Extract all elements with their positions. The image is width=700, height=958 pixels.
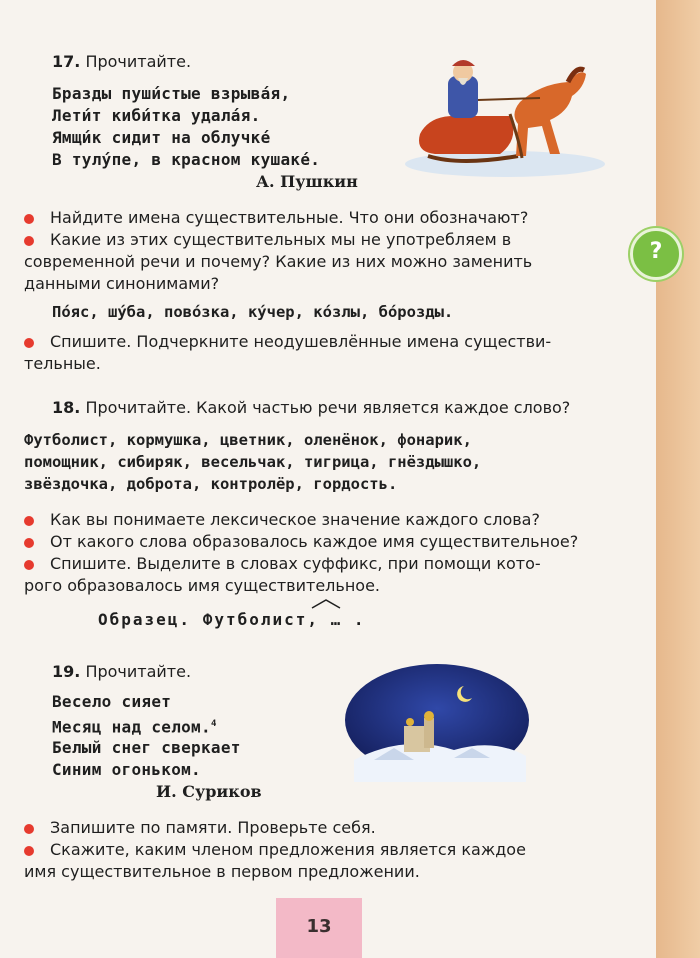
poem-line: Белый снег сверкает: [52, 738, 241, 757]
question-help-icon[interactable]: [630, 228, 682, 280]
task-bullet: [24, 338, 34, 348]
task-text: Какие из этих существительных мы не употребляем в: [50, 230, 512, 249]
poem-line: Лети́т киби́тка удала́я.: [52, 106, 261, 125]
task-bullet: [24, 538, 34, 548]
poem-line: [52, 714, 217, 737]
task-text: От какого слова образовалось каждое имя существительное?: [50, 532, 579, 551]
exercise-number: 17.: [52, 52, 81, 71]
page-edge-tab: [656, 0, 700, 958]
task-bullet: [24, 516, 34, 526]
footnote-mark: 4: [210, 719, 217, 729]
task-text: современной речи и почему? Какие из них можно заменить: [24, 252, 533, 271]
task-text: данными синонимами?: [24, 274, 220, 293]
exercise-instruction: Прочитайте. Какой частью речи является каждое слово?: [85, 398, 571, 417]
poem-author: И. Суриков: [156, 782, 262, 801]
task-bullet: [24, 560, 34, 570]
poem-line: В тулу́пе, в красном кушаке́.: [52, 150, 321, 169]
question-mark: ?: [649, 239, 663, 264]
task-text: Спишите. Подчеркните неодушевлённые имена существи-: [50, 332, 552, 351]
task-text: Как вы понимаете лексическое значение каждого слова?: [50, 510, 540, 529]
word-list-line: помощник, сибиряк, весельчак, тигрица, гнёздышко,: [24, 453, 482, 471]
exercise-17-heading: [52, 52, 191, 72]
exercise-19-heading: [52, 662, 191, 682]
task-text: Найдите имена существительные. Что они обозначают?: [50, 208, 529, 227]
exercise-number: 19.: [52, 662, 81, 681]
task-text: рого образовалось имя существительное.: [24, 576, 381, 595]
word-list-line: Футболист, кормушка, цветник, оленёнок, фонарик,: [24, 431, 472, 449]
task-text: Запишите по памяти. Проверьте себя.: [50, 818, 376, 837]
page-number: 13: [306, 916, 332, 937]
task-bullet: [24, 846, 34, 856]
exercise-number: 18.: [52, 398, 81, 417]
winter-night-illustration: [344, 664, 530, 782]
poem-line: Весело сияет: [52, 692, 172, 711]
poem-line-text: Месяц над селом.: [52, 717, 211, 737]
task-text: имя существительное в первом предложении.: [24, 862, 420, 881]
exercise-instruction: Прочитайте.: [85, 662, 192, 681]
poem-line: Ямщи́к сидит на облучке́: [52, 128, 271, 147]
task-text: Спишите. Выделите в словах суффикс, при помощи кото-: [50, 554, 541, 573]
task-text: Скажите, каким членом предложения является каждое: [50, 840, 526, 859]
synonyms-list: По́яс, шу́ба, пово́зка, ку́чер, ко́злы, бо́розды.: [52, 303, 454, 321]
troika-sleigh-illustration: [400, 54, 610, 179]
poem-line: Синим огоньком.: [52, 760, 201, 779]
task-bullet: [24, 214, 34, 224]
word-list-line: звёздочка, доброта, контролёр, гордость.: [24, 475, 398, 493]
exercise-instruction: Прочитайте.: [85, 52, 192, 71]
task-text: тельные.: [24, 354, 101, 373]
poem-line: Бразды пуши́стые взрыва́я,: [52, 84, 291, 103]
poem-author: А. Пушкин: [256, 172, 358, 191]
task-bullet: [24, 236, 34, 246]
sample-answer: Образец. Футболист, … .: [98, 610, 366, 629]
suffix-mark: [310, 598, 342, 610]
exercise-18-heading: [52, 398, 570, 418]
page-number-tab: [276, 898, 362, 958]
task-bullet: [24, 824, 34, 834]
